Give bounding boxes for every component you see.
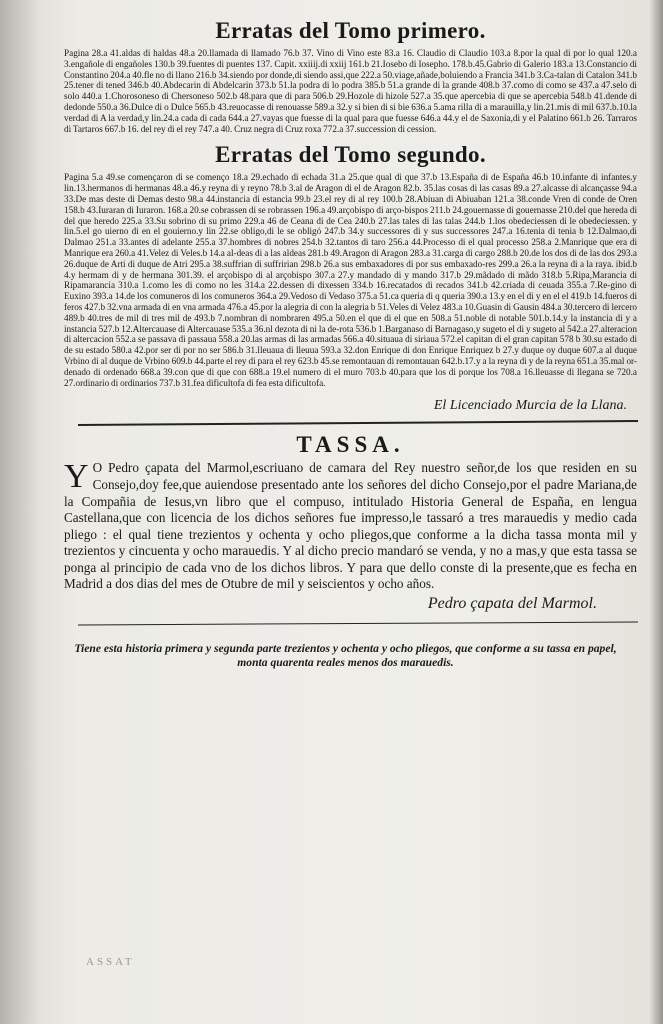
page-edge-shadow (649, 0, 663, 1024)
binding-shadow (0, 0, 40, 1024)
bleed-through-mark: ASSAT (86, 956, 135, 968)
section-divider (78, 420, 638, 426)
errata-tomo-segundo-text: Pagina 5.a 49.se començaron di se començo 18.a 29.echado di echada 31.a 25.que qual di que 37.b 13.España di de España 46.b 10.infante di infantes.y lin.13.hermanos di hermanas 48.a 46.y reyna di y reyno 78.b 3.al de Aragon di el de Aragon 82.b. 35.las cosas di las casas 89.a 27.alcasse di alcançasse 94.a 33.De mas deste di Demas desto 98.a 44.instancia di estancia 99.b 23.el rey di al rey 100.b 28.Abiuan di Abiuaban 121.a 38.conde Vren di conde de Oren 158.b 43.Iuraran di Iuraron. 168.a 20.se cobrassen di se robrassen 196.a 49.arçobispo di arço-bispos 211.b 24.gouernasse di gouernasse 210.del que hereda di del que heredo 225.a 33.Su sobrino di su primo 229.a 46 de Ceana di de Cea 240.b 27.las tales di las talas 244.b 1.los obedeciessen di le obedeciessen. y lin.5.el go uierno di en el gouierno.y lin 22.se obligo,di le se obligó 247.b 34.y successores di y sus successores 247.a 16.tenia di tenia b 12.Dalmao,di Dalmao 251.a 33.antes di adelante 255.a 37.hombres di nobres 254.b 32.tantos di taro 256.a 44.Processo di el qual processo 258.a 2.Manrique que era di Manrique era 260.a 41.Velez di Veles.b 14.a al-deas di a las aldeas 281.b 49.Aragon di Aragon 283.a 31.carga di cargo 288.b 20.de los dos di de las dos 293.a 26.duque de Arti di duque de Atri 295.a 38.suffrian di suffririan 298.b 26.a sus embaxadores di por sus embaxado-res 299.a 26.a la reyna di a la raya. ibid.b 4.y hermam di y de hermana 301.39. el arçobispo di al arçobispo 307.a 27.y mandado di y mando 317.b 29.mãdado di mãdo 318.b 5.Ripa,Marancia di Ripamarancia 310.a 1.como les di como no les 314.a 22.dessen di dixessen 334.b 16.recatados di recados 341.b 42.criada di ceuada 355.a 7.Re-gino di Euxino 393.a 14.de los comuneros di los comuneros 364.a 29.Vedoso di Vedaso 375.a 51.ca queria di q queria 390.a 13.y en el di y en el el 419.b 14.fueros di feros 427.b 32.vna armada di en vna armada 476.a 45.por la alegria di con la alegria b 51.Veles di Velez 483.a 10.Guasin di Gausin 484.a 30.tercero di lercero 489.b 40.tres de mil di tres mil de 493.b 7.nombran di nombraren 495.a 50.en el que di el que en 508.a 51.noble di notable 501.b.14.y la instancia di y a instancia 527.b 12.Altercauase di Altercauase 535.a 36.nl dezota di ni la de-rota 536.b 1.Barganaso di Barnagaso,y sugeto el di y sugeto al 542.a 27.alteracion di altercacion 552.a se passava di passaua 558.a 20.las armas di las armadas 566.a 40.situaua di siriaua 572.el capitan di el gran capitan 578 b 30.su estado di de su estado 580.a 42.por ser di por no ser 586.b 31.lleuaua di lleuua 593.a 32.don Enrique di don Enrique Enriquez b 27.y duque oy duque 607.a al duque Vrbino di al duque de Vrbino 609.b 44.parte el rey di para el rey 623.b 45.se remontauan di remontauan 642.b.17.y a la reyna di y de la reyna 651.a 35.mal or-denado di ordenado 668.a 39.con que di que con 688.a 19.el numero di el muro 703.b 40.para que los di porque los 708.a 16.lleuasse di llegana se 720.a 27.ordinario di ordinarios 737.b 31.fea dificultofa di fea esta dificultofa. (64, 172, 637, 388)
final-note: Tiene esta historia primera y segunda parte trezientos y ochenta y ocho pliegos, que conforme a su tassa en papel, monta quarenta reales menos dos marauedis. (74, 642, 617, 670)
errata-tomo-segundo-title: Erratas del Tomo segundo. (215, 142, 486, 168)
licenciado-signature: El Licenciado Murcia de la Llana. (433, 398, 627, 414)
errata-tomo-primero-text: Pagina 28.a 41.aldas di haldas 48.a 20.llamada di llamado 76.b 37. Vino di Vino este 83.a 16. Claudio di Claudio 103.a 8.por la qual di por lo qual 120.a 3.engañole di engañoles 130.b 39.fuentes di puentes 137. Capit. xxiiij.di xxiij 161.b 21.Iosebo di Iosepho. 178.b.45.Gabrio di Galerio 183.a 13.Constancio di Constantino 204.a 40.fle no di llano 216.b 34.siendo por donde,di siendo assi,que 222.a 50.viage,añade,boluiendo a Francia 341.b 3.Ca-talan di Catalon 341.b 25.tener di tened 346.b 40.Abdecarin di Abdelcarin 373.b 51.la podra di lo podra 385.b 51.a grande di la grande 408.b 37.como di como se 437.a 47.selo di solo 440.a 1.Chorosoneso di Chersoneso 502.b 48.para que di para 506.b 29.Hozole di hizole 527.a 35.que apercebia di que se apercebia 548.b 41.dende di dedonde 550.a 36.Dulce di o Dulce 565.b 43.reuocasse di renouasse 589.a 32.y si bien di si bie 636.a 5.ama rilla di a marauilla,y lin.21.mis di mil 637.b.10.la verdad di A la verdad,y lin.24.a cada di cada 644.a 27.vayas que fuesse di la qual para que fuesse 646.a 44.y el de Saxonia,di y el Palatino 661.b 26. Tarraros di Tartaros 667.b 16. del rey di el rey 747.a 40. Cruz negra di Cruz roxa 772.a 37.succession di cession. (64, 48, 637, 134)
section-divider-2 (78, 622, 638, 626)
drop-cap: Y (64, 458, 89, 496)
tassa-title: TASSA. (296, 432, 405, 458)
tassa-text: O Pedro çapata del Marmol,escriuano de camara del Rey nuestro señor,de los que residen en su Consejo,doy fee,que auiendose presentado ante los señores del dicho Consejo,por el padre Mariana,de la Compañia de Iesus,vn libro que el compuso, intitulado Historia General de España, en lengua Castellana,que con licencia de los dichos señores fue impresso,le tassaró a tres marauedis y medio cada pliego : el qual tiene trezientos y ochenta y ocho pliegos,que conforme a la dicha tassa monta mil y trezientos y cincuenta y ocho marauedis. Y al dicho precio mandaró se venda, y no a mas,y que esta tassa se ponga al principio de cada vno de los dichos libros. Y para que dello conste di la presente,que es fecha en Madrid a dos dias del mes de Otubre de mil y seiscientos y ocho años. (64, 460, 637, 592)
tassa-signature: Pedro çapata del Marmol. (427, 595, 597, 613)
tassa-body (64, 460, 637, 593)
errata-tomo-primero-title: Erratas del Tomo primero. (215, 18, 486, 43)
